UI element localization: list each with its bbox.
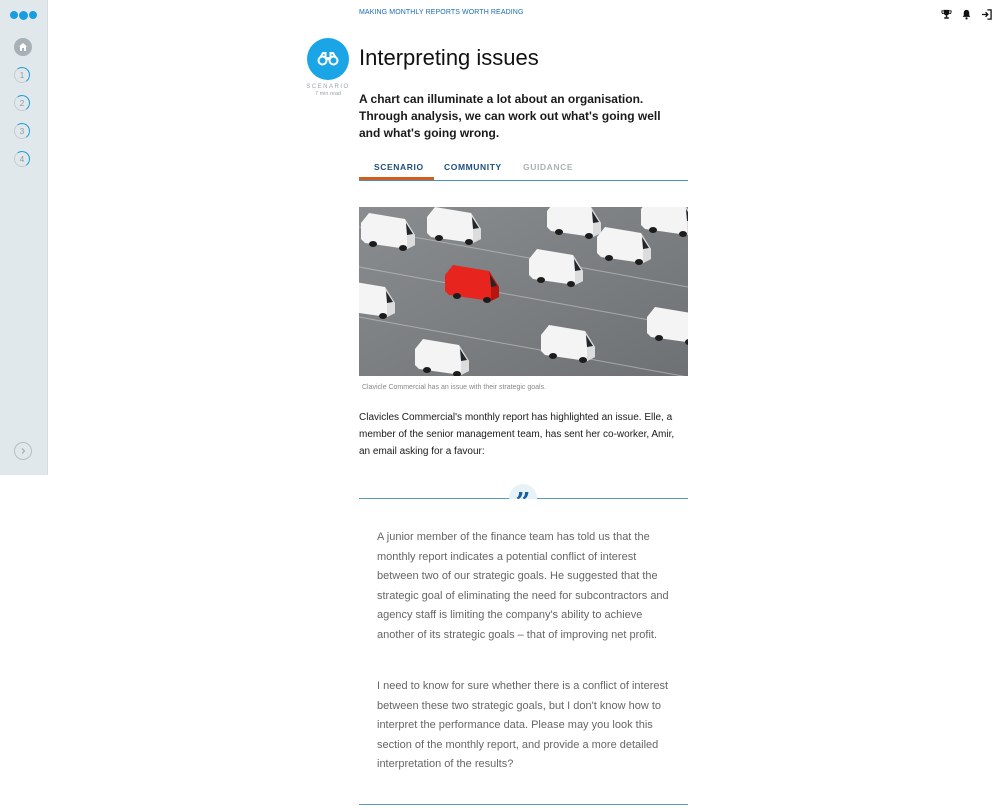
scenario-badge — [307, 38, 349, 80]
quote-paragraph: A junior member of the finance team has told us that the monthly report indicates a potential conflict of interest between two of our strategic goals. He suggested that the strategic goal of eliminating the need for subcontractors and agency staff is limiting the company's ability to achieve another of its strategic goals – that of improving net profit. — [377, 531, 669, 641]
lede-text: A chart can illuminate a lot about an organisation. Through analysis, we can work out what's going well and what's going wrong. — [359, 92, 661, 140]
image-caption: Clavicle Commercial has an issue with their strategic goals. — [362, 384, 547, 391]
logo[interactable] — [10, 11, 37, 20]
read-time: 7 min read — [315, 91, 341, 97]
sidebar — [0, 0, 48, 475]
badge-label: SCENARIO — [306, 84, 350, 90]
achievements-button[interactable] — [940, 8, 952, 20]
active-tab-indicator — [359, 177, 434, 180]
home-icon — [18, 42, 28, 52]
step-1-button[interactable]: 1 — [14, 67, 30, 83]
top-toolbar — [940, 8, 992, 20]
tab-bar — [359, 158, 688, 181]
expand-sidebar-button[interactable] — [14, 442, 32, 460]
step-3-button[interactable]: 3 — [14, 123, 30, 139]
page-title: Interpreting issues — [359, 45, 539, 70]
tab-scenario[interactable]: SCENARIO — [374, 162, 424, 172]
step-4-button[interactable]: 4 — [14, 151, 30, 167]
trophy-icon — [941, 9, 952, 20]
home-button[interactable] — [14, 38, 32, 56]
tab-guidance[interactable]: GUIDANCE — [523, 162, 574, 172]
step-2-button[interactable]: 2 — [14, 95, 30, 111]
logout-icon — [981, 9, 992, 20]
logout-button[interactable] — [980, 8, 992, 20]
chevron-right-icon — [19, 447, 27, 455]
breadcrumb[interactable]: MAKING MONTHLY REPORTS WORTH READING — [359, 9, 524, 16]
tab-community[interactable]: COMMUNITY — [444, 162, 502, 172]
notifications-button[interactable] — [960, 8, 972, 20]
intro-paragraph: Clavicles Commercial's monthly report has highlighted an issue. Elle, a member of the senior management team, has sent her co-worker, Amir, an email asking for a favour: — [359, 412, 675, 457]
bell-icon — [961, 9, 972, 20]
quote-divider-bottom — [359, 804, 688, 805]
hero-image-vans — [359, 207, 688, 376]
binoculars-icon — [317, 52, 339, 66]
quote-paragraph: I need to know for sure whether there is a conflict of interest between these two strategic goals, but I don't know how to interpret the performance data. Please may you look this section of the monthly report, and provide a more detailed interpretation of the results? — [377, 680, 669, 771]
